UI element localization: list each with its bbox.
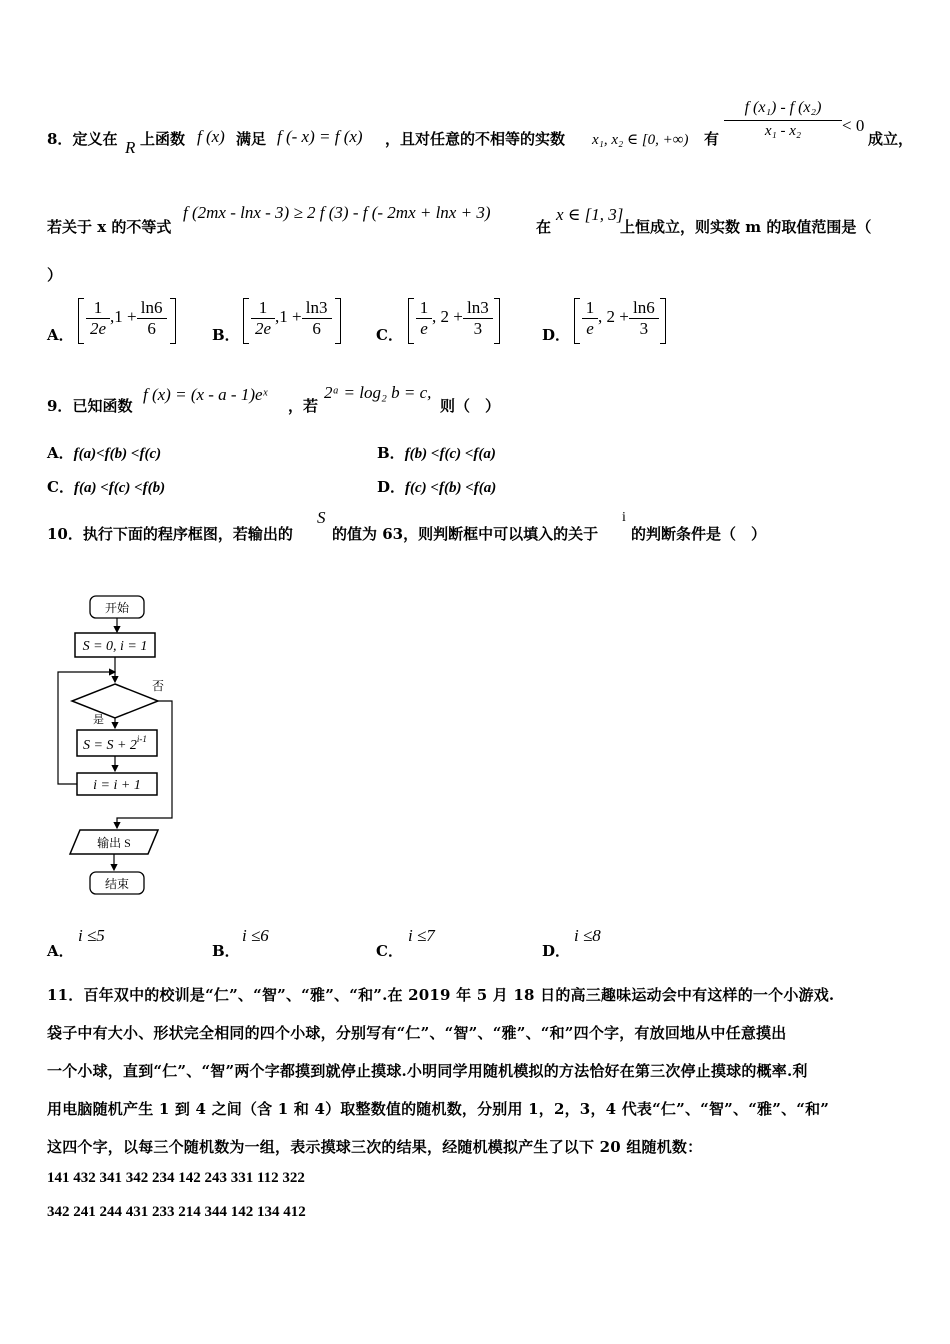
q8-c-hi-num: ln3: [463, 298, 493, 319]
q8-lt0: < 0: [842, 116, 865, 135]
q8-line3: ）: [47, 266, 63, 284]
q10-option-c-text[interactable]: i ≤7: [408, 926, 435, 945]
q9-a-label: A．: [47, 444, 74, 462]
q11-random-row-2: 342 241 244 431 233 214 344 142 134 412: [47, 1204, 306, 1220]
q10-option-b-text[interactable]: i ≤6: [242, 926, 269, 945]
q8-text: 有: [704, 130, 720, 148]
q8-line2b: 在: [536, 218, 552, 236]
q9-b-text: f(b) <f(c) <f(a): [404, 446, 496, 462]
q8-option-a[interactable]: [78, 298, 176, 344]
q8-option-d-label[interactable]: D．: [542, 326, 571, 344]
q8-condition: f (- x) = f (x): [277, 127, 363, 146]
q8-d-hi-num: ln6: [629, 298, 659, 319]
q8-a-hi-num: ln6: [137, 298, 167, 319]
q8-d-lo-den: e: [586, 319, 594, 338]
flow-incr-text: i = i + 1: [93, 778, 141, 793]
q10-option-a-text[interactable]: i ≤5: [78, 926, 105, 945]
q9-number: 9．: [47, 397, 73, 415]
q8-c-hi-pre: , 2 +: [432, 307, 463, 327]
q9-option-b[interactable]: [377, 442, 496, 463]
q10-line1: [47, 523, 293, 544]
q8-option-a-label[interactable]: A．: [47, 326, 74, 344]
q8-c-hi-den: 3: [473, 319, 483, 338]
flow-init-text: S = 0, i = 1: [82, 639, 148, 654]
q8-d-hi-pre: , 2 +: [598, 307, 629, 327]
q9-line1: [47, 395, 132, 416]
q10-number: 10．: [47, 525, 83, 543]
q9-text: ，若: [288, 397, 319, 415]
q11-line: 11．百年双中的校训是“仁”、“智”、“雅”、“和”.在 2019 年 5 月 18 日的高三趣味运动会中有这样的一个小游戏.: [47, 986, 835, 1004]
flow-end-text: 结束: [104, 877, 130, 891]
q8-inequality: f (2mx - lnx - 3) ≥ 2 f (3) - f (- 2mx + lnx + 3): [183, 203, 491, 222]
q9-condition: 2ᵃ = log₂ b = c,: [324, 383, 432, 402]
q8-b-lo-den: 2e: [254, 319, 272, 338]
q10-text: 执行下面的程序框图，若输出的: [82, 525, 293, 543]
q8-text: 成立，: [868, 130, 914, 148]
q9-text: 则（ ）: [440, 397, 501, 415]
q8-b-lo-num: 1: [251, 298, 275, 319]
q9-c-text: f(a) <f(c) <f(b): [73, 480, 166, 496]
q10-text: 的判断条件是（ ）: [631, 525, 767, 543]
q11-line: 袋子中有大小、形状完全相同的四个小球，分别写有“仁”、“智”、“雅”、“和”四个字，有放回地从中任意摸出: [47, 1024, 787, 1042]
q8-option-c[interactable]: [408, 298, 500, 344]
q8-c-lo-den: e: [420, 319, 428, 338]
q9-b-label: B．: [377, 444, 405, 462]
q8-text: ，且对任意的不相等的实数: [385, 130, 566, 148]
q8-fraction-num: f (x₁) - f (x₂): [724, 99, 842, 121]
q8-b-hi-num: ln3: [302, 298, 332, 319]
flow-start-text: 开始: [104, 601, 130, 615]
q10-option-a-label[interactable]: A．: [47, 942, 74, 960]
flow-output-text: 输出 S: [97, 836, 131, 850]
q8-option-d[interactable]: [574, 298, 666, 344]
q8-option-c-label[interactable]: C．: [376, 326, 403, 344]
q9-option-c[interactable]: [47, 476, 165, 497]
q9-text: 已知函数: [72, 397, 133, 415]
q8-fraction: [724, 99, 842, 140]
q10-text: 的值为 63，则判断框中可以填入的关于: [332, 525, 599, 543]
q11-line: 一个小球，直到“仁”、“智”两个字都摸到就停止摸球.小明同学用随机模拟的方法恰好在第三次停止摸球的概率.利: [47, 1062, 808, 1080]
q10-i: i: [622, 510, 626, 525]
q8-line2c: 上恒成立，则实数 m 的取值范围是（: [620, 218, 872, 236]
q11-line: 这四个字，以每三个随机数为一组，表示摸球三次的结果，经随机模拟产生了以下 20 组随机数：: [47, 1138, 703, 1156]
q11-paragraph: [47, 976, 907, 1166]
flow-update-main: S = S + 2: [83, 738, 137, 753]
q8-line2a: 若关于 x 的不等式: [47, 218, 172, 236]
q8-a-hi-den: 6: [147, 319, 156, 338]
q8-c-lo-num: 1: [416, 298, 432, 319]
flow-no-label: 否: [152, 679, 165, 693]
q9-option-d[interactable]: [377, 476, 496, 497]
q8-a-lo-den: 2e: [89, 319, 107, 338]
q8-range: x ∈ [1, 3]: [556, 205, 624, 224]
q8-d-lo-num: 1: [582, 298, 598, 319]
q10-option-d-text[interactable]: i ≤8: [574, 926, 601, 945]
flow-update-exponent: i-1: [136, 734, 147, 744]
q10-option-b-label[interactable]: B．: [212, 942, 240, 960]
q8-text: 上函数: [140, 130, 186, 148]
q8-d-hi-den: 3: [639, 319, 649, 338]
q8-fraction-den: x₁ - x₂: [764, 123, 802, 139]
flowchart: [50, 590, 190, 900]
q9-c-label: C．: [47, 478, 74, 496]
q8-b-hi-pre: ,1 +: [275, 307, 302, 327]
q9-d-text: f(c) <f(b) <f(a): [405, 480, 497, 496]
q9-d-label: D．: [377, 478, 406, 496]
q11-line: 用电脑随机产生 1 到 4 之间（含 1 和 4）取整数值的随机数，分别用 1，2，3，4 代表“仁”、“智”、“雅”、“和”: [47, 1100, 830, 1118]
q8-text: 满足: [236, 130, 267, 148]
q8-b-hi-den: 6: [312, 319, 321, 338]
q10-option-d-label[interactable]: D．: [542, 942, 571, 960]
q10-option-c-label[interactable]: C．: [376, 942, 403, 960]
flow-decision: [72, 684, 158, 718]
q8-a-lo-num: 1: [86, 298, 110, 319]
q9-a-text: f(a)<f(b) <f(c): [73, 446, 162, 462]
q8-a-hi-pre: ,1 +: [110, 307, 137, 327]
q10-S: S: [317, 508, 326, 527]
flow-yes-label: 是: [93, 714, 104, 726]
q8-line1: [47, 128, 117, 149]
q8-fx: f (x): [197, 127, 225, 146]
q8-option-b-label[interactable]: B．: [212, 326, 240, 344]
q8-number: 8．: [47, 130, 73, 148]
q9-option-a[interactable]: [47, 442, 161, 463]
q8-R: R: [125, 138, 136, 157]
q11-random-row-1: 141 432 341 342 234 142 243 331 112 322: [47, 1170, 305, 1186]
q8-domain: x₁, x₂ ∈ [0, +∞): [592, 132, 689, 148]
q8-text: 定义在: [72, 130, 118, 148]
q9-function: f (x) = (x - a - 1)eˣ: [143, 385, 268, 404]
q8-option-b[interactable]: [243, 298, 341, 344]
